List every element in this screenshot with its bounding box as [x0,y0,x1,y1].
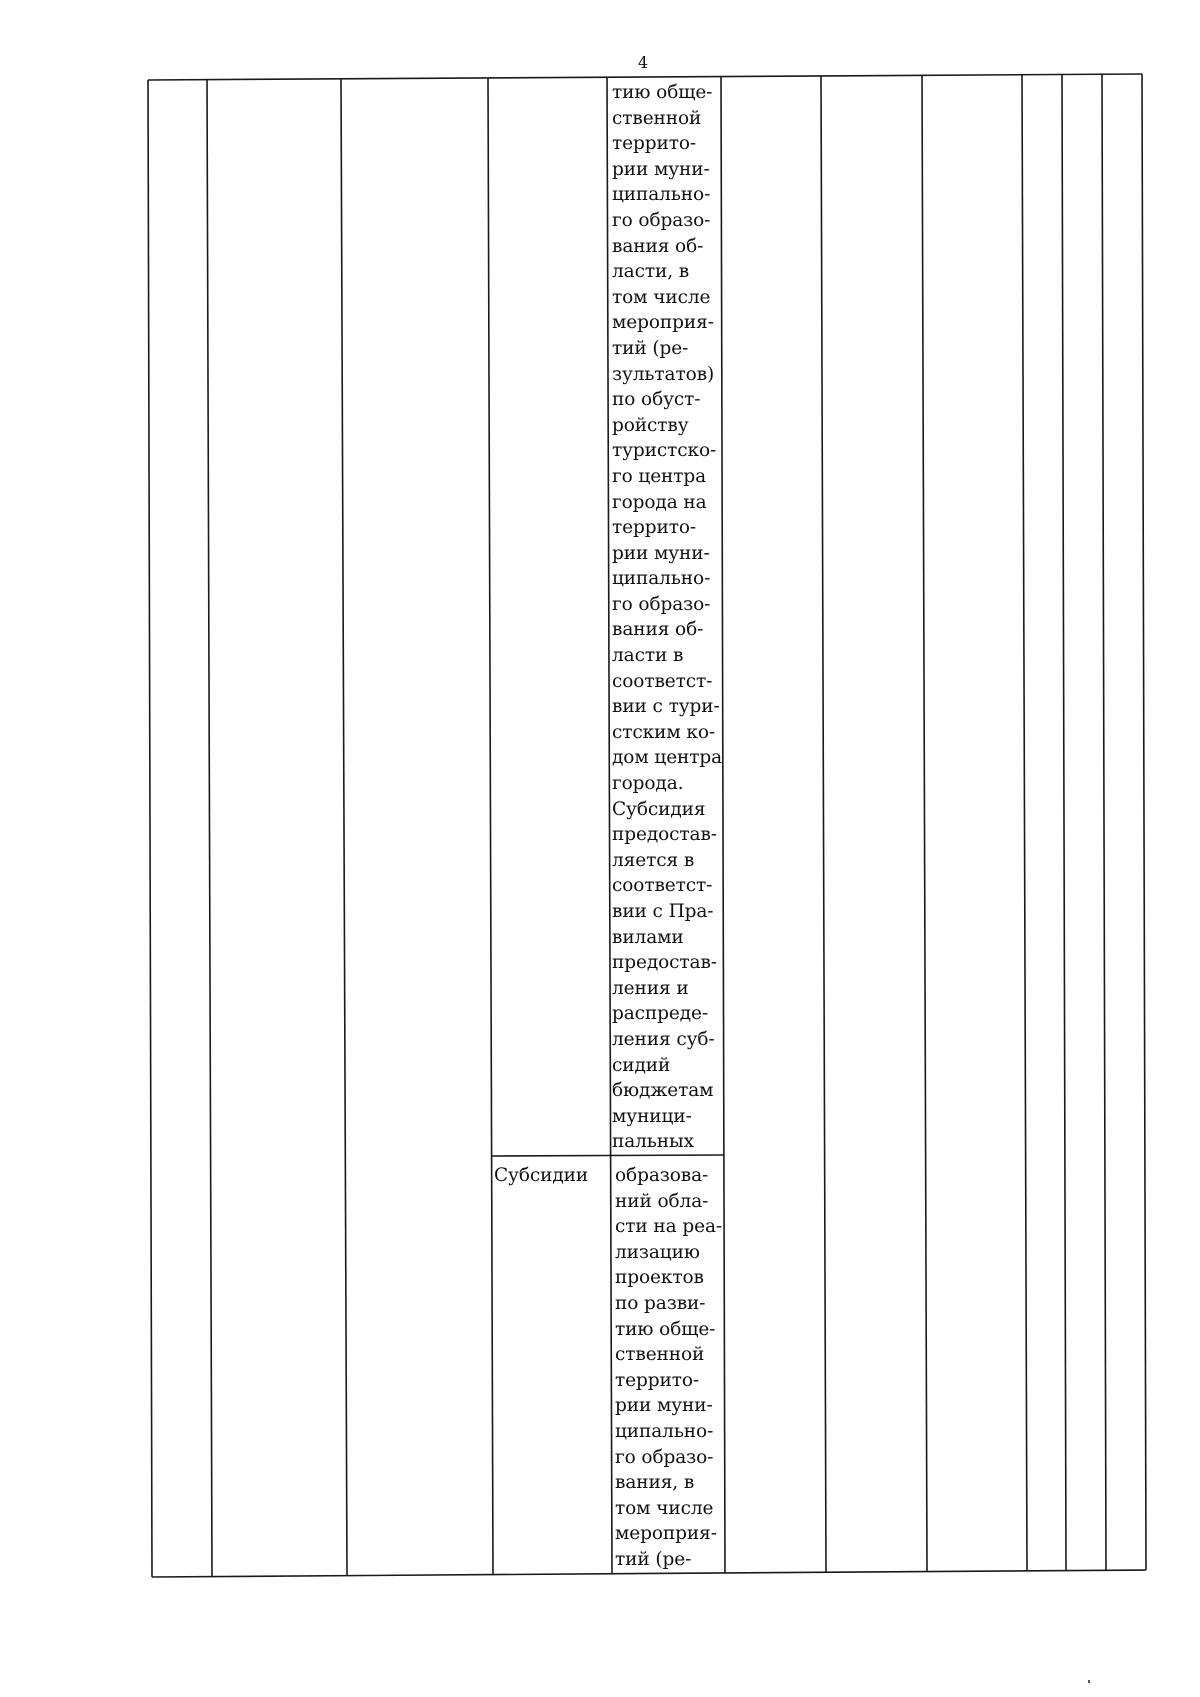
text-line: муници- [612,1105,692,1127]
text-line: рии муни- [612,158,710,180]
text-line: мероприя- [612,312,714,334]
text-line: сти на реа- [615,1216,723,1238]
text-line: образова- [615,1165,709,1186]
text-line: города. [612,773,684,795]
text-line: Субсидия [612,798,706,820]
text-line: соответст- [612,670,713,692]
text-line: тию обще- [615,1318,716,1340]
text-line: дом центра [612,747,723,769]
table-right-border [1142,74,1146,1570]
text-line: го центра [612,465,707,487]
text-line: зультатов) [612,363,715,385]
text-line: вилами [612,926,684,948]
text-line: ственной [612,107,702,129]
description-cell-row-2 [615,1163,723,1573]
column-divider [821,76,826,1573]
text-line: распреде- [612,1003,709,1025]
column-divider [207,80,212,1577]
text-line: мероприя- [615,1523,717,1545]
text-line: пальных [612,1131,694,1153]
column-divider [1102,74,1106,1571]
text-line: ляется в [612,849,695,871]
text-line: том числе [615,1497,714,1519]
text-line: вии с Пра- [612,901,714,922]
text-line: лизацию [615,1241,700,1263]
text-line: го образо- [612,209,711,231]
text-line: ципально- [612,184,711,206]
scan-speck [1088,1680,1090,1683]
text-line: рии муни- [615,1395,713,1417]
text-line: ципально- [612,568,711,590]
text-line: предостав- [612,824,717,846]
text-line: рии муни- [612,542,710,564]
text-line: вания, в [615,1472,695,1494]
text-line: террито- [612,133,697,155]
text-line: ственной [615,1344,705,1366]
text-line: тий (ре- [612,337,689,359]
text-line: го образо- [615,1446,714,1468]
text-line: го образо- [612,593,711,615]
text-line: террито- [615,1369,700,1391]
text-line: вания об- [612,619,704,641]
text-line: ления суб- [612,1028,715,1050]
text-line: проектов [615,1267,704,1289]
column-divider [1062,75,1066,1571]
text-line: ний обла- [615,1190,709,1212]
text-line: тию обще- [612,82,713,103]
description-cell-row-1 [612,80,723,1155]
table-left-border [148,80,152,1577]
subsidy-type-label: Субсидии [494,1165,589,1186]
text-line: ласти в [612,645,684,667]
text-line: террито- [612,517,697,539]
text-line: ласти, в [612,261,690,283]
column-divider [341,79,347,1576]
text-line: сидий [612,1054,671,1076]
text-line: ципально- [615,1420,714,1442]
text-line: стским ко- [612,721,716,743]
text-line: предостав- [612,952,717,974]
text-line: вания об- [612,235,704,257]
text-line: вии с тури- [612,696,720,718]
text-line: том числе [612,286,711,308]
text-line: по обуст- [612,389,701,411]
text-line: ления и [612,977,689,999]
text-line: ройству [612,414,689,436]
column-divider [922,75,927,1572]
column-divider [1022,75,1027,1571]
column-divider [488,78,493,1575]
text-line: бюджетам [612,1080,714,1102]
text-line: города на [612,491,707,513]
page-number: 4 [637,53,649,72]
text-line: соответст- [612,875,713,897]
text-line: по разви- [615,1292,706,1314]
text-line: туристско- [612,440,717,462]
row-divider [491,1155,724,1156]
text-line: тий (ре- [615,1548,692,1570]
